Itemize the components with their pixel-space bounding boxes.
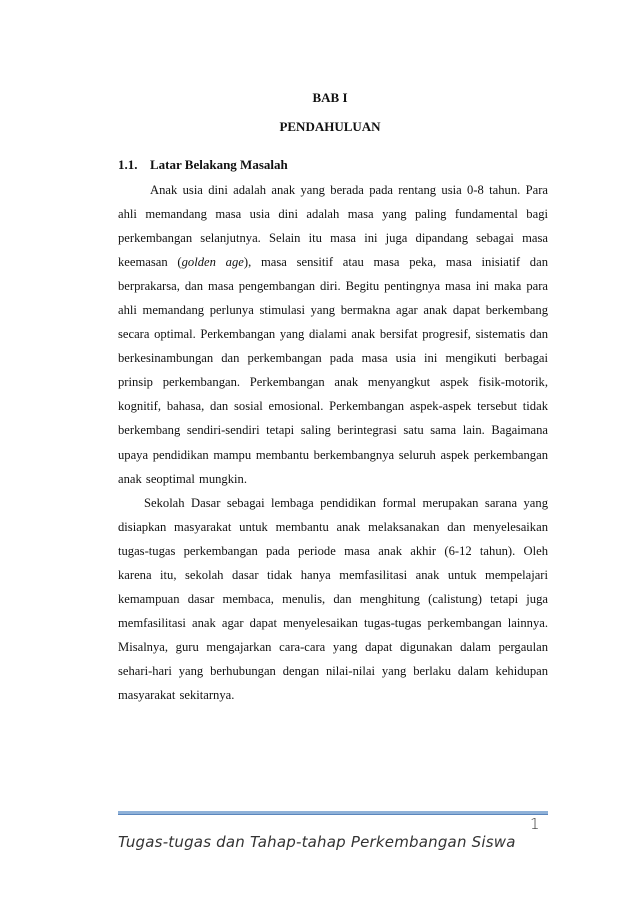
section-title: Latar Belakang Masalah	[150, 157, 288, 172]
paragraph-1-part-1: Anak usia dini adalah anak yang berada pada rentang usia 0-8 tahun. Para ahli memandang masa usia dini adalah masa yang paling fundamental bagi perkembangan selanjutnya. Selain itu masa ini juga dipandang sebagai masa keemasan (	[118, 183, 548, 270]
footer-rule	[118, 811, 548, 815]
paragraph-1-italic-term: golden age	[181, 255, 244, 270]
section-heading	[118, 157, 288, 173]
paragraph-2: Sekolah Dasar sebagai lembaga pendidikan formal merupakan sarana yang disiapkan masyarakat untuk membantu anak melaksanakan dan menyelesaikan tugas-tugas perkembangan pada periode masa anak akhir (6-12 tahun). Oleh karena itu, sekolah dasar tidak hanya memfasilitasi anak untuk mempelajari kemampuan dasar membaca, menulis, dan menghitung (calistung) tetapi juga memfasilitasi anak agar dapat menyelesaikan tugas-tugas perkembangan lainnya. Misalnya, guru mengajarkan cara-cara yang dapat digunakan dalam pergaulan sehari-hari yang berhubungan dengan nilai-nilai yang berlaku dalam kehidupan masyarakat sekitarnya.	[118, 495, 548, 702]
page-number: 1	[530, 815, 540, 833]
paragraph-1	[118, 178, 548, 491]
footer-title: Tugas-tugas dan Tahap-tahap Perkembangan Siswa	[118, 833, 516, 851]
paragraph-1-part-2: ), masa sensitif atau masa peka, masa inisiatif dan berprakarsa, dan masa pengembangan diri. Begitu pentingnya masa ini maka para ahli memandang perlunya stimulasi yang bermakna agar anak dapat berkembang secara optimal. Perkembangan yang dialami anak bersifat progresif, sistematis dan berkesinambungan dan perkembangan pada masa usia ini mengikuti berbagai prinsip perkembangan. Perkembangan anak menyangkut aspek fisik-motorik, kognitif, bahasa, dan sosial emosional. Perkembangan aspek-aspek tersebut tidak berkembang sendiri-sendiri tetapi saling berintegrasi satu sama lain. Bagaimana upaya pendidikan mampu membantu berkembangnya seluruh aspek perkembangan anak seoptimal mungkin.	[118, 255, 548, 486]
chapter-number: BAB I	[312, 90, 348, 105]
section-number: 1.1.	[118, 157, 138, 172]
body-text	[118, 178, 548, 707]
chapter-title: PENDAHULUAN	[279, 119, 381, 134]
